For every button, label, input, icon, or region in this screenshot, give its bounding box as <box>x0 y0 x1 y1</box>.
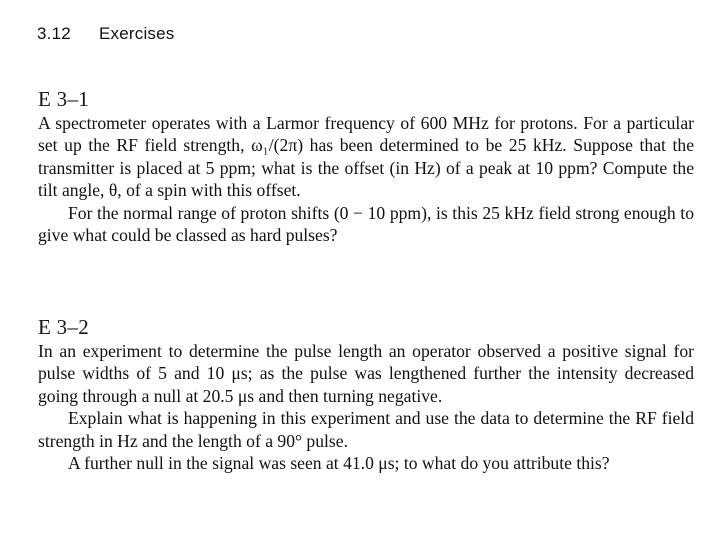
section-number: 3.12 <box>37 24 71 43</box>
section-header <box>37 24 175 44</box>
section-title: Exercises <box>99 24 175 43</box>
exercise-paragraph: Explain what is happening in this experiment and use the data to determine the RF field strength in Hz and the length of a 90° pulse. <box>38 408 694 451</box>
exercise-title: E 3–1 <box>38 87 90 111</box>
exercise-title: E 3–2 <box>38 315 90 339</box>
exercise-paragraph: In an experiment to determine the pulse length an operator observed a positive signal for pulse widths of 5 and 10 μs; as the pulse was lengthened further the intensity decreased going through a null at 20.5 μs and then turning negative. <box>38 341 694 406</box>
exercise-3-2 <box>38 316 694 474</box>
exercise-paragraph: For the normal range of proton shifts (0 − 10 ppm), is this 25 kHz field strong enough to give what could be classed as hard pulses? <box>38 202 694 246</box>
exercise-3-1 <box>38 88 694 246</box>
exercise-paragraph: A further null in the signal was seen at 41.0 μs; to what do you attribute this? <box>68 453 610 474</box>
exercise-paragraph: A spectrometer operates with a Larmor frequency of 600 MHz for protons. For a particular set up the RF field strength, ω₁/(2π) has been determined to be 25 kHz. Suppose that the transmitter is placed at 5 ppm; what is the offset (in Hz) of a peak at 10 ppm? Compute the tilt angle, θ, of a spin with this offset. <box>38 113 694 201</box>
